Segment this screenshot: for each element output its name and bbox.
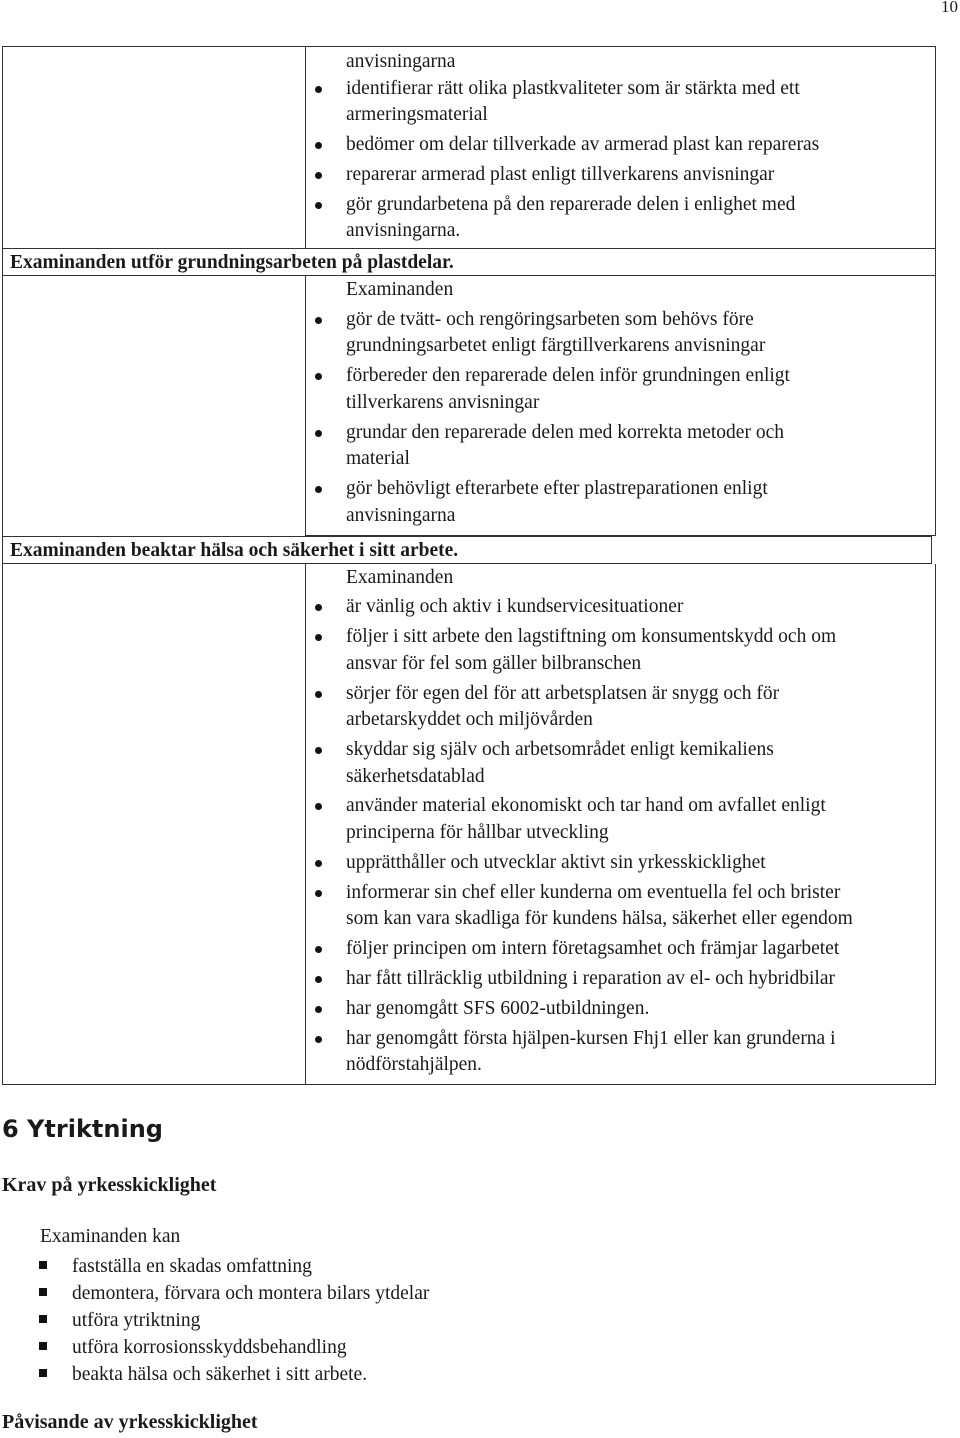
list-item [346, 132, 927, 159]
list-item-line: reparerar armerad plast enligt tillverkarens anvisningar [346, 163, 775, 185]
list-item-line: som kan vara skadliga för kundens hälsa, säkerhet eller egendom [346, 908, 853, 930]
list-item-line: informerar sin chef eller kunderna om eventuella fel och brister [346, 881, 841, 903]
list-item [346, 307, 927, 360]
list-item-line: upprätthåller och utvecklar aktivt sin yrkesskicklighet [346, 851, 766, 873]
list-item [346, 1026, 927, 1079]
table-row [2, 46, 936, 248]
list-item-line: tillverkarens anvisningar [346, 391, 540, 413]
lead-text: anvisningarna [346, 51, 456, 72]
list-item-line: har genomgått SFS 6002-utbildningen. [346, 997, 650, 1019]
lead-text: Examinanden [346, 566, 454, 588]
list-item-line: följer principen om intern företagsamhet och främjar lagarbetet [346, 938, 840, 960]
table-cell-right [306, 276, 936, 535]
list-item [346, 420, 927, 473]
list-item-line: identifierar rätt olika plastkvaliteter som är stärkta med ett [346, 77, 800, 99]
table-cell-right [306, 46, 936, 248]
krav-title: Krav på yrkesskicklighet [2, 1174, 217, 1196]
criteria-table [2, 46, 936, 1085]
section-title: 6 Ytriktning [2, 1115, 163, 1143]
list-item-line: är vänlig och aktiv i kundservicesituationer [346, 596, 684, 618]
table-cell-left [2, 564, 306, 1086]
list-item [346, 162, 927, 189]
list-item: utföra ytriktning [72, 1307, 429, 1334]
page-number: 10 [941, 0, 958, 16]
list-item-line: säkerhetsdatablad [346, 765, 485, 787]
list-item [346, 681, 927, 734]
list-item-line: följer i sitt arbete den lagstiftning om konsumentskydd och om [346, 626, 837, 648]
criterion-heading: Examinanden utför grundningsarbeten på plastdelar. [2, 248, 936, 276]
list-item-line: skyddar sig själv och arbetsområdet enligt kemikaliens [346, 739, 774, 761]
list-item [346, 594, 927, 621]
krav-intro: Examinanden kan [40, 1226, 181, 1247]
lead-text: Examinanden [346, 279, 454, 301]
list-item [346, 936, 927, 963]
list-item [346, 737, 927, 790]
bullet-list [346, 307, 927, 529]
list-item: demontera, förvara och montera bilars ytdelar [72, 1280, 429, 1307]
list-item-line: gör grundarbetena på den reparerade delen i enlighet med [346, 193, 796, 215]
list-item: beakta hälsa och säkerhet i sitt arbete. [72, 1361, 429, 1388]
list-item: utföra korrosionsskyddsbehandling [72, 1334, 429, 1361]
list-item-line: grundar den reparerade delen med korrekta metoder och [346, 421, 784, 443]
krav-list [72, 1253, 429, 1388]
criterion-heading: Examinanden beaktar hälsa och säkerhet i sitt arbete. [2, 536, 932, 564]
list-item: fastställa en skadas omfattning [72, 1253, 429, 1280]
list-item-line: gör behövligt efterarbete efter plastreparationen enligt [346, 478, 768, 500]
list-item [346, 966, 927, 993]
table-row [2, 564, 936, 1086]
list-item-line: har fått tillräcklig utbildning i reparation av el- och hybridbilar [346, 968, 835, 990]
list-item [346, 192, 927, 245]
list-item-line: grundningsarbetet enligt färgtillverkarens anvisningar [346, 335, 766, 357]
list-item-line: nödförstahjälpen. [346, 1054, 482, 1076]
list-item-line: arbetarskyddet och miljövården [346, 709, 593, 731]
list-item [346, 476, 927, 529]
list-item-line: anvisningarna. [346, 220, 461, 242]
list-item-line: anvisningarna [346, 504, 456, 526]
bullet-list [346, 594, 927, 1078]
table-cell-right [306, 564, 936, 1086]
list-item-line: principerna för hållbar utveckling [346, 821, 609, 843]
list-item-line: armeringsmaterial [346, 104, 488, 125]
list-item [346, 76, 927, 129]
list-item [346, 793, 927, 846]
list-item-line: har genomgått första hjälpen-kursen Fhj1 eller kan grunderna i [346, 1027, 836, 1049]
table-row [2, 276, 936, 535]
list-item-line: använder material ekonomiskt och tar hand om avfallet enligt [346, 795, 826, 817]
list-item [346, 363, 927, 416]
list-item-line: sörjer för egen del för att arbetsplatsen är snygg och för [346, 682, 780, 704]
list-item-line: förbereder den reparerade delen inför grundningen enligt [346, 365, 790, 387]
pavisande-title: Påvisande av yrkesskicklighet [2, 1411, 258, 1433]
list-item-line: bedömer om delar tillverkade av armerad plast kan repareras [346, 133, 820, 155]
list-item [346, 624, 927, 677]
list-item-line: material [346, 448, 410, 470]
list-item-line: ansvar för fel som gäller bilbranschen [346, 652, 642, 674]
list-item [346, 850, 927, 877]
table-cell-left [2, 46, 306, 248]
list-item [346, 880, 927, 933]
bullet-list [346, 76, 927, 245]
list-item [346, 996, 927, 1023]
table-cell-left [2, 276, 306, 535]
list-item-line: gör de tvätt- och rengöringsarbeten som behövs före [346, 308, 754, 330]
